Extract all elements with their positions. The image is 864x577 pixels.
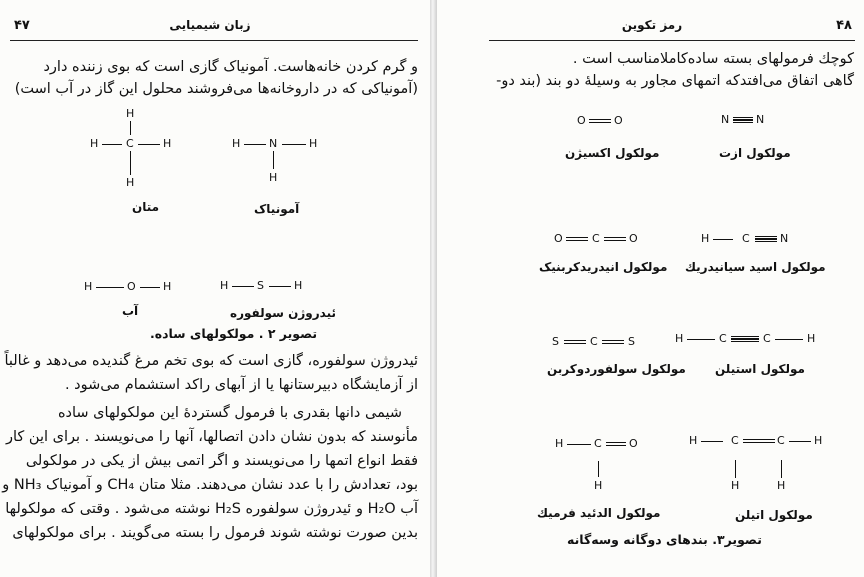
right-page [437,0,864,577]
running-title: رمز تکوین [621,18,683,32]
atom-label: H [294,279,303,292]
molecule-name: مولکول اکسیژن [565,146,660,160]
molecule-name: آب [122,304,139,318]
text-line: شیمی دانها بقدری با فرمول گستردهٔ این مولکولهای ساده [57,405,402,421]
single-bond [598,461,599,477]
triple-bond [733,117,753,123]
book-spine [430,0,437,577]
single-bond [781,460,782,478]
atom-label: H [701,232,710,245]
text-line: از آزمایشگاه دبیرستانها یا از آبهای راکد استشمام می‌شود . [64,377,418,393]
atom-label: C [777,434,785,447]
single-bond [96,287,124,288]
single-bond [273,151,274,169]
double-bond [589,119,611,123]
text-line: آب H₂O و ئیدروژن سولفوره H₂S نوشته می‌شود . وقتی که مولکولها [5,501,418,517]
atom-label: S [628,335,635,348]
single-bond [244,144,266,145]
single-bond [138,144,160,145]
atom-label: C [731,434,739,447]
atom-label: C [742,232,750,245]
molecule-name: ئیدروژن سولفوره [230,306,337,320]
atom-label: N [780,232,789,245]
atom-label: C [594,437,602,450]
single-bond [687,339,715,340]
single-bond [735,460,736,478]
atom-label: H [309,137,318,150]
atom-label: H [689,434,698,447]
text-line: فقط انواع اتمها را می‌نویسند و اگر اتمی بیش از یکی در مولکولی [25,453,418,469]
single-bond [713,239,733,240]
atom-label: O [577,114,586,127]
text-line: مأنوسند که بدون نشان دادن اتصالها، آنها را می‌نویسند . برای این کار [6,429,418,445]
triple-bond [731,336,759,342]
single-bond [282,144,306,145]
text-line: بدین صورت نوشته شوند فرمول را بسته می‌گویند . برای مولکولهای [12,525,418,541]
single-bond [102,144,122,145]
single-bond [269,286,291,287]
single-bond [775,339,803,340]
atom-label: H [163,137,172,150]
atom-label: H [594,479,603,492]
atom-label: C [763,332,771,345]
molecule-name: آمونیاک [254,202,300,216]
double-bond [564,340,586,344]
atom-label: H [731,479,740,492]
atom-label: H [807,332,816,345]
page-number: ۴۸ [836,18,852,33]
text-line: و گرم کردن خانه‌هاست. آمونیاک گازی است که بوی زننده دارد [43,59,418,75]
double-bond [602,340,624,344]
molecule-name: مولکول اتیلن [735,508,813,522]
single-bond [130,121,131,135]
figure-caption: تصویر۳. بندهای دوگانه وسه‌گانه [567,532,762,547]
atom-label: O [629,437,638,450]
header-rule [10,40,418,41]
atom-label: H [777,479,786,492]
molecule-name: مولکول الدئید فرمیك [537,506,661,520]
atom-label: C [126,137,134,150]
left-page [0,0,430,577]
running-title: زبان شیمیایی [169,18,251,32]
atom-label: H [675,332,684,345]
text-line: گاهی اتفاق می‌افتدکه اتمهای مجاور به وسیلهٔ دو بند (بند دو- [496,73,854,89]
atom-label: N [721,113,730,126]
molecule-name: مولکول اسید سیانیدریك [685,260,826,274]
triple-bond [755,236,777,242]
atom-label: C [592,232,600,245]
text-line: بود، تعدادش را با عدد نشان می‌دهند. مثلا متان CH₄ و آمونیاک NH₃ و [2,477,418,493]
figure-caption: تصویر ۲ . مولکولهای ساده. [150,326,318,341]
atom-label: H [126,107,135,120]
molecule-name: مولکول انیدریدکربنیک [539,260,668,274]
text-line: کوچك فرمولهای بسته ساده‌کاملامناسب است . [572,51,854,67]
atom-label: C [719,332,727,345]
molecule-name: مولکول ازت [719,146,791,160]
atom-label: H [90,137,99,150]
text-line: ئیدروژن سولفوره، گازی است که بوی تخم مرغ گندیده می‌دهد و غالباً [4,353,418,369]
single-bond [567,444,591,445]
atom-label: H [84,280,93,293]
double-bond [606,442,626,446]
atom-label: S [257,279,264,292]
header-rule [489,40,855,41]
atom-label: H [814,434,823,447]
atom-label: O [629,232,638,245]
atom-label: H [126,176,135,189]
single-bond [232,286,254,287]
double-bond [566,237,588,241]
atom-label: O [614,114,623,127]
single-bond [130,151,131,175]
atom-label: O [127,280,136,293]
molecule-name: متان [132,200,160,214]
atom-label: O [554,232,563,245]
double-bond [743,439,775,443]
single-bond [789,441,811,442]
molecule-name: مولکول سولفوردوکربن [547,362,686,376]
single-bond [140,287,160,288]
atom-label: H [232,137,241,150]
atom-label: S [552,335,559,348]
atom-label: H [555,437,564,450]
atom-label: N [756,113,765,126]
atom-label: H [163,280,172,293]
atom-label: H [220,279,229,292]
single-bond [701,441,723,442]
atom-label: C [590,335,598,348]
text-line: (آمونیاکی که در داروخانه‌ها می‌فروشند محلول این گاز در آب است) [14,81,418,97]
atom-label: N [269,137,278,150]
double-bond [604,237,626,241]
molecule-name: مولکول استیلن [715,362,805,376]
atom-label: H [269,171,278,184]
page-number: ۴۷ [14,18,30,33]
